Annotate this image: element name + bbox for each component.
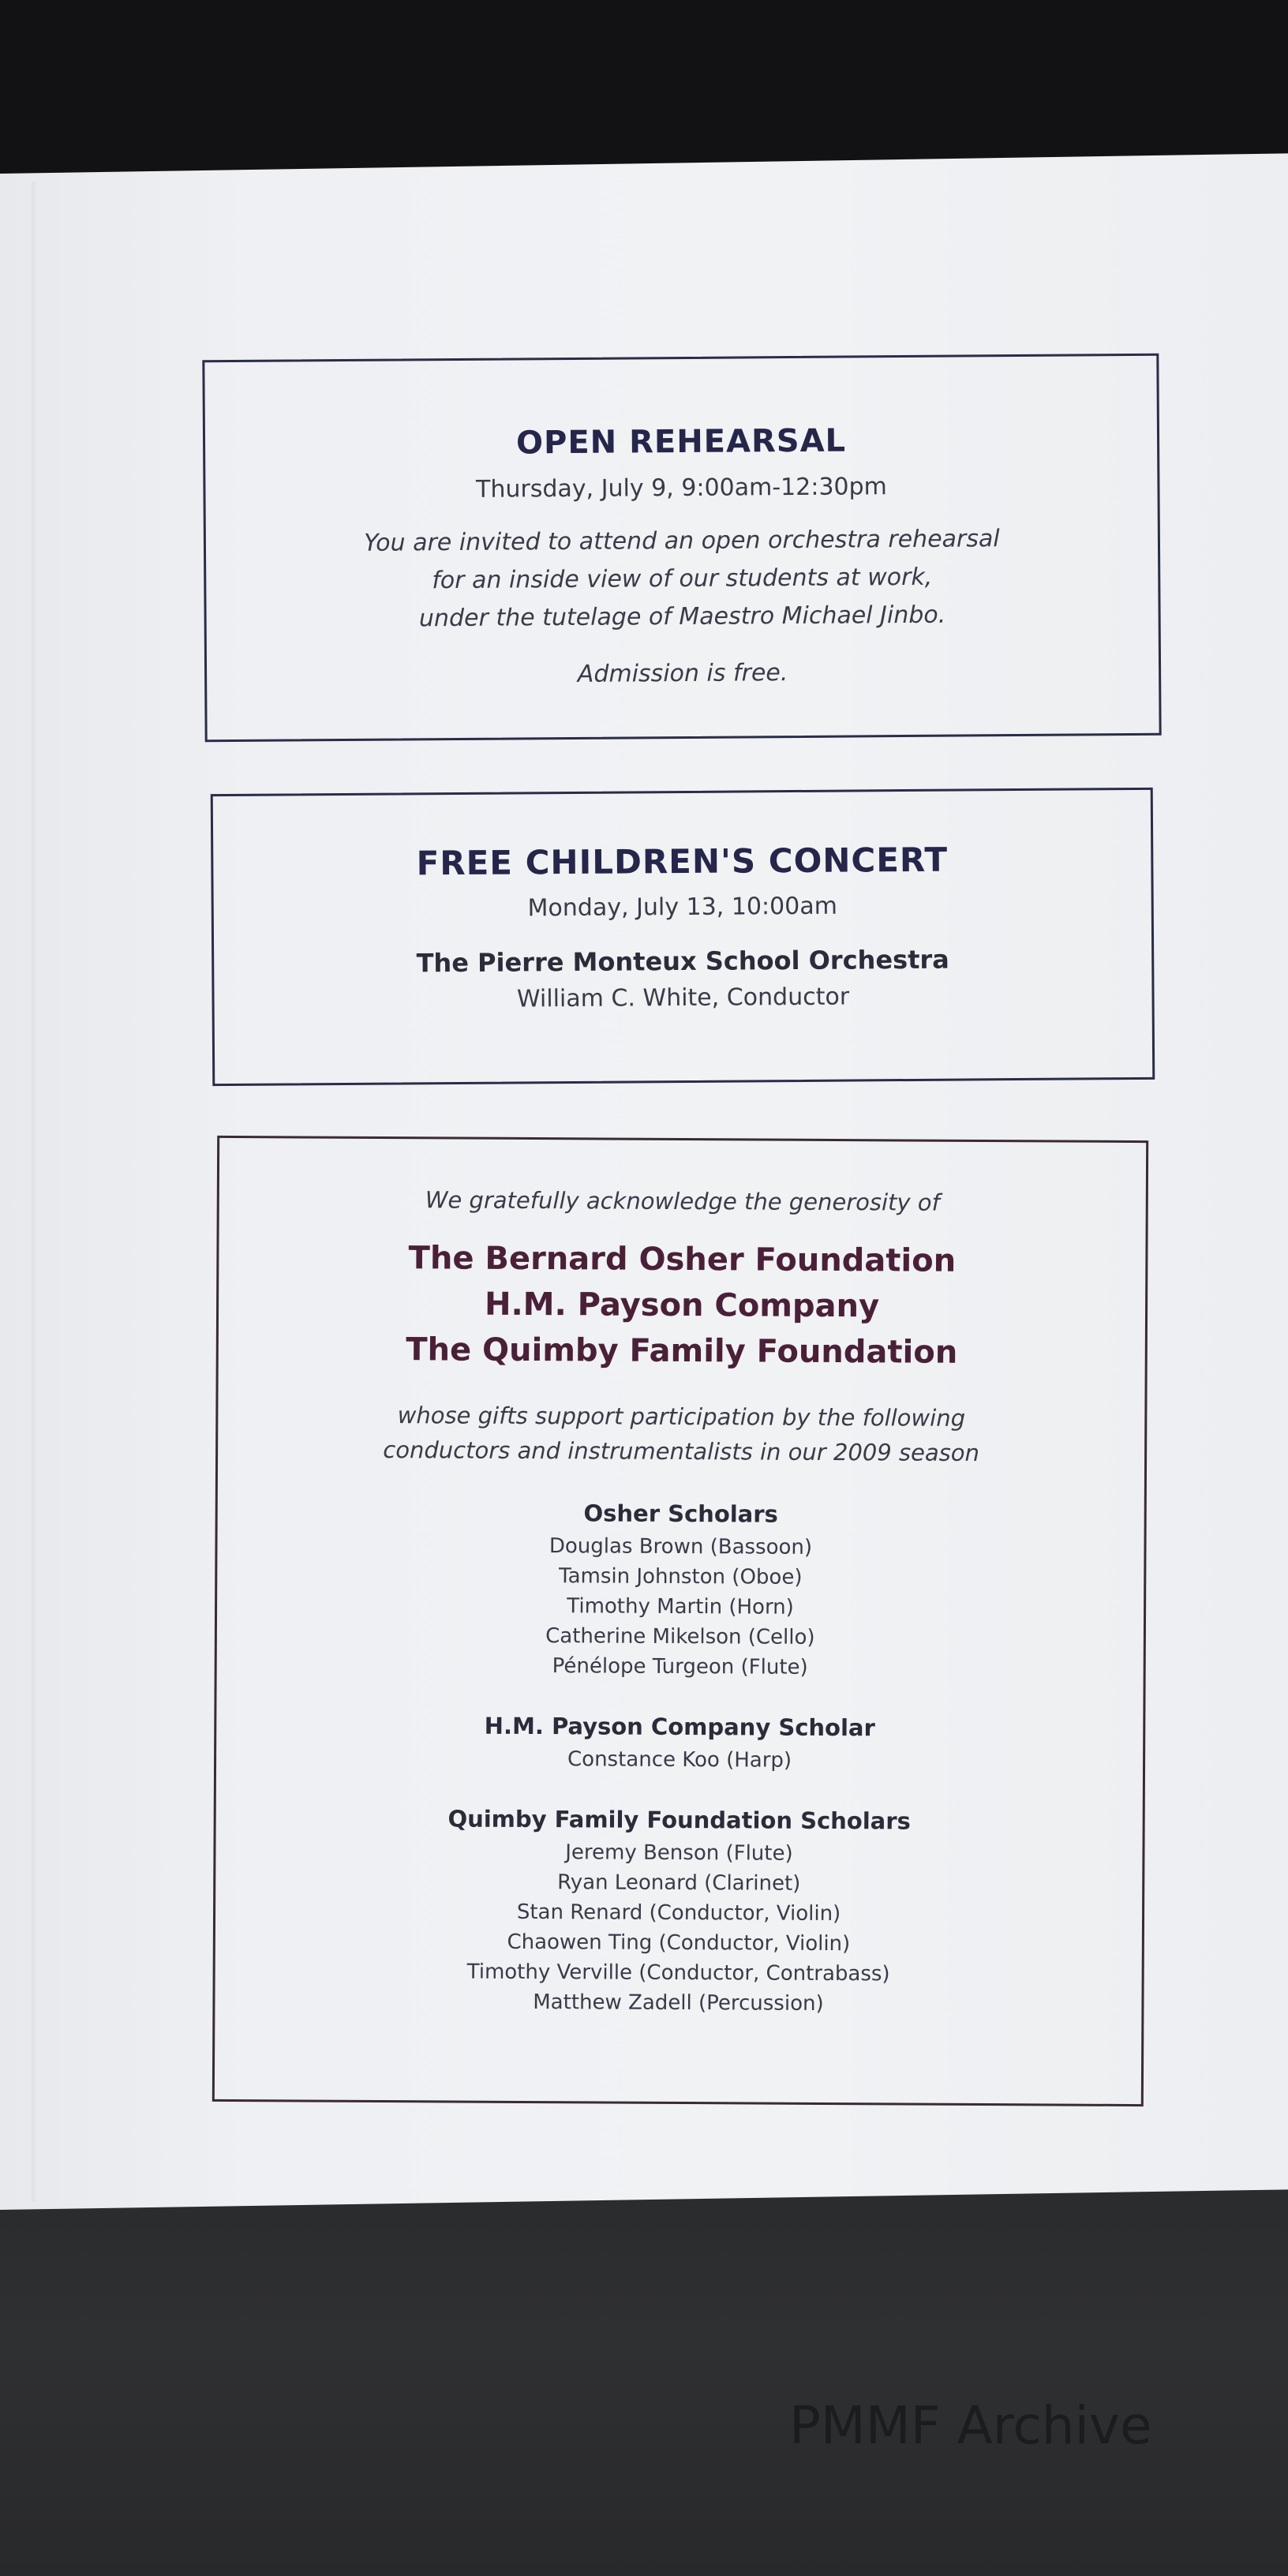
foundation-name: The Quimby Family Foundation — [406, 1331, 958, 1371]
archive-watermark: PMMF Archive — [789, 2395, 1152, 2456]
scholar-entry: Chaowen Ting (Conductor, Violin) — [507, 1930, 851, 1956]
gifts-line: conductors and instrumentalists in our 2009 season — [383, 1436, 980, 1466]
acknowledgment-box — [212, 1136, 1148, 2106]
background-bottom — [0, 2178, 1288, 2576]
open-rehearsal-title: OPEN REHEARSAL — [515, 422, 847, 462]
scholar-group-title: Quimby Family Foundation Scholars — [447, 1805, 911, 1835]
scholar-group-quimby — [215, 1804, 1142, 2020]
scholar-entry: Ryan Leonard (Clarinet) — [557, 1870, 801, 1896]
scholar-group-osher — [217, 1498, 1144, 1684]
scholar-group-title: H.M. Payson Company Scholar — [484, 1712, 875, 1742]
open-rehearsal-box — [202, 354, 1161, 742]
scholar-entry: Matthew Zadell (Percussion) — [533, 1990, 824, 2016]
gifts-statement — [218, 1397, 1144, 1471]
scholar-entry: Jeremy Benson (Flute) — [565, 1840, 793, 1866]
scholar-group-title: Osher Scholars — [583, 1500, 778, 1528]
scholar-group-payson — [216, 1711, 1143, 1777]
foundation-name: H.M. Payson Company — [484, 1286, 880, 1325]
admission-note: Admission is free. — [577, 659, 788, 688]
foundation-list — [219, 1234, 1146, 1376]
scholar-entry: Stan Renard (Conductor, Violin) — [516, 1900, 841, 1926]
acknowledgment-intro: We gratefully acknowledge the generosity of — [425, 1186, 940, 1216]
description-line: for an inside view of our students at work, — [432, 563, 933, 595]
description-line: You are invited to attend an open orchestra rehearsal — [364, 525, 1000, 557]
foundation-name: The Bernard Osher Foundation — [408, 1240, 957, 1279]
orchestra-name: The Pierre Monteux School Orchestra — [416, 944, 949, 979]
description-line: under the tutelage of Maestro Michael Jinbo. — [418, 601, 946, 633]
scholar-entry: Douglas Brown (Bassoon) — [549, 1534, 813, 1559]
conductor-name: William C. White, Conductor — [516, 983, 850, 1013]
scholar-entry: Catherine Mikelson (Cello) — [545, 1624, 815, 1649]
scholar-entry: Constance Koo (Harp) — [567, 1747, 792, 1773]
open-rehearsal-description — [206, 519, 1159, 639]
childrens-concert-title: FREE CHILDREN'S CONCERT — [416, 840, 949, 883]
open-rehearsal-datetime: Thursday, July 9, 9:00am-12:30pm — [475, 473, 887, 504]
childrens-concert-datetime: Monday, July 13, 10:00am — [527, 892, 838, 923]
scholar-entry: Pénélope Turgeon (Flute) — [552, 1654, 808, 1679]
scholar-entry: Timothy Martin (Horn) — [567, 1594, 794, 1619]
paper-fold — [32, 182, 38, 2202]
childrens-concert-box — [211, 788, 1155, 1086]
gifts-line: whose gifts support participation by the following — [397, 1402, 966, 1432]
scholar-entry: Timothy Verville (Conductor, Contrabass) — [466, 1960, 890, 1986]
scholar-entry: Tamsin Johnston (Oboe) — [558, 1564, 803, 1589]
